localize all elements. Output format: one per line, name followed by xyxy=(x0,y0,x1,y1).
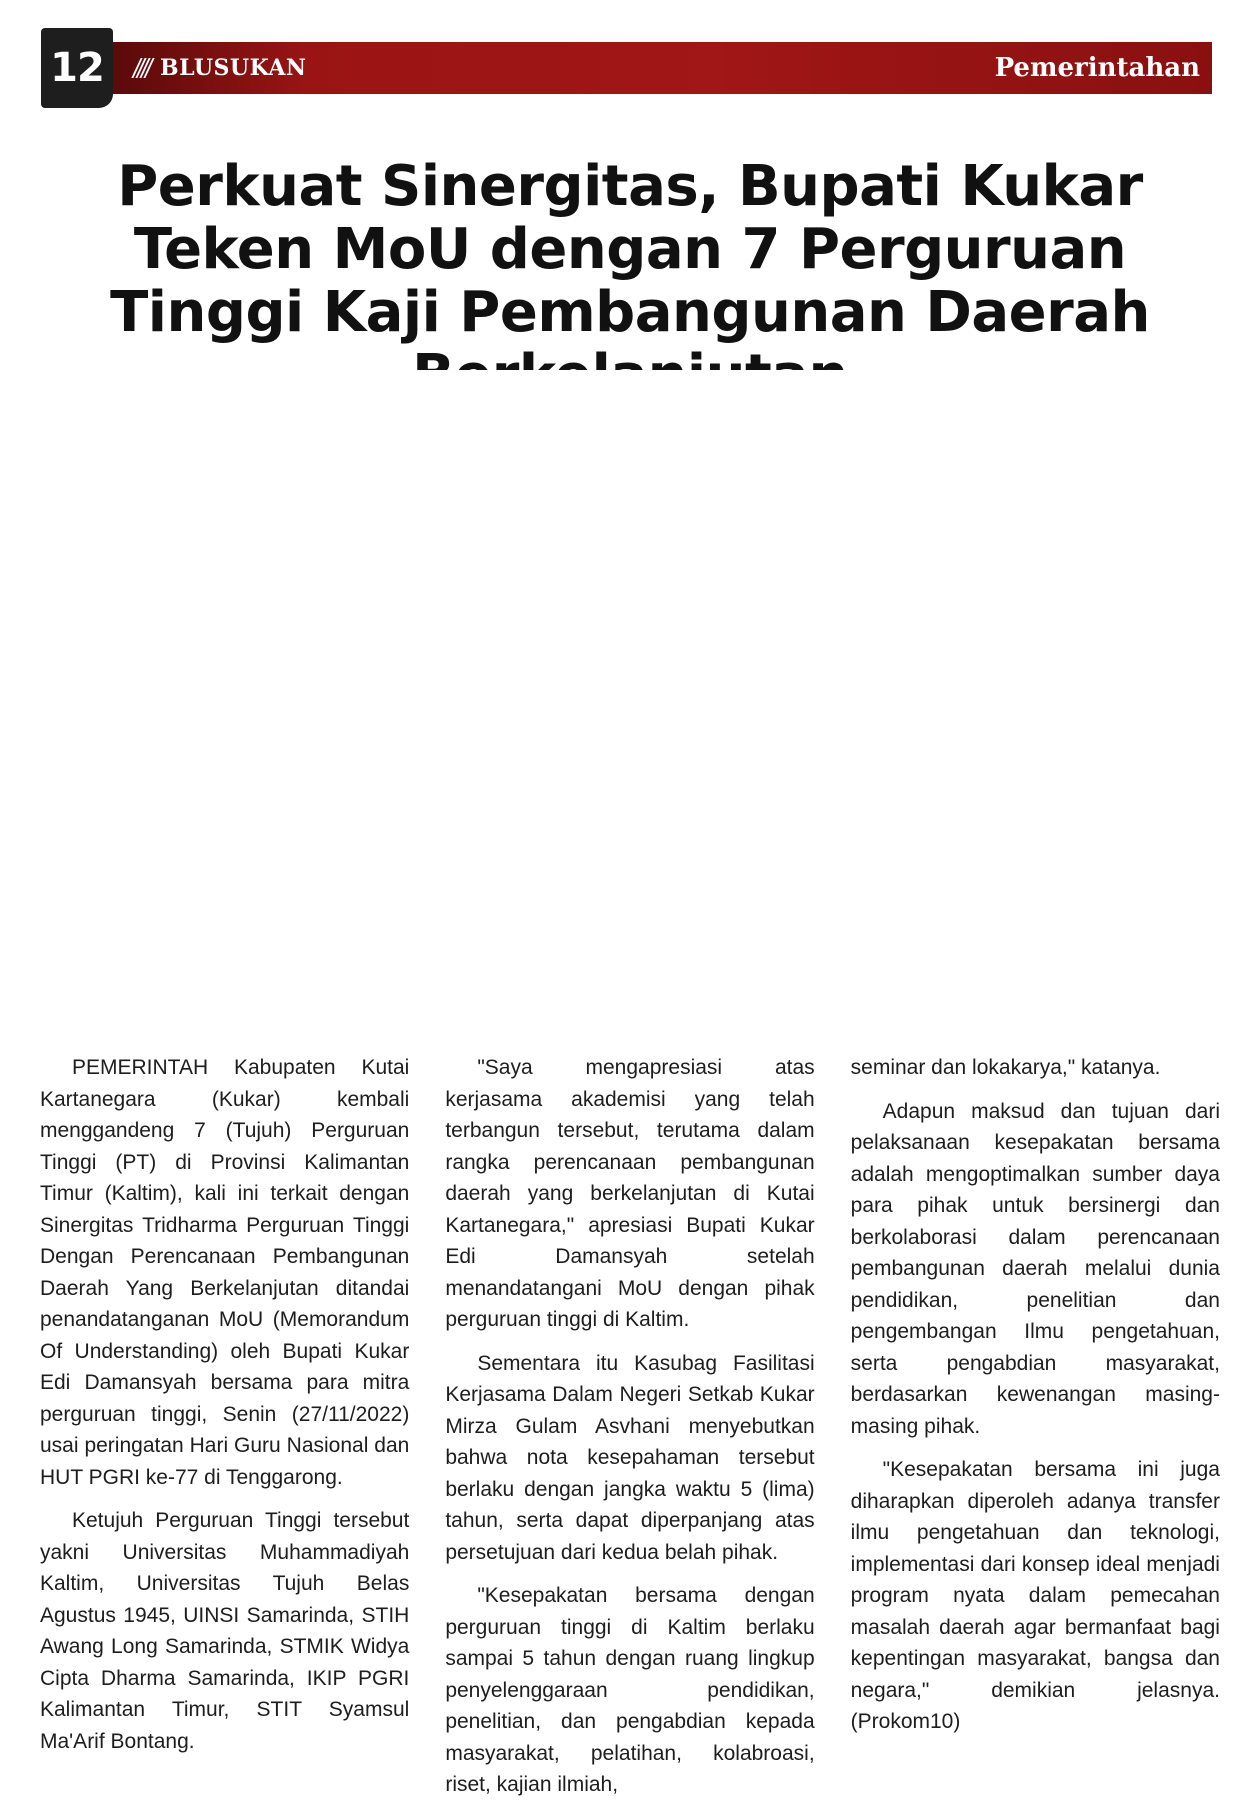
paragraph: "Kesepakatan bersama ini juga diharapkan diperoleh adanya transfer ilmu pengetahuan dan teknologi, implementasi dari konsep ideal menjadi program nyata dalam pemecahan masalah daerah agar bermanfaat bagi kepentingan masyarakat, bangsa dan negara," demikian jelasnya. (Prokom10) xyxy=(850,1458,1220,1733)
page-number: 12 xyxy=(41,28,113,108)
category-label: Pemerintahan xyxy=(994,53,1200,83)
paragraph: "Saya mengapresiasi atas kerjasama akademisi yang telah terbangun tersebut, terutama dalam rangka perencanaan pembangunan daerah yang berkelanjutan di Kutai Kartanegara," apresiasi Bupati Kukar Edi Damansyah setelah menandatangani MoU dengan pihak perguruan tinggi di Kaltim. xyxy=(445,1056,815,1331)
paragraph: Sementara itu Kasubag Fasilitasi Kerjasama Dalam Negeri Setkab Kukar Mirza Gulam Asvhani menyebutkan bahwa nota kesepahaman tersebut berlaku dengan jangka waktu 5 (lima) tahun, serta dapat diperpanjang atas persetujuan dari kedua belah pihak. xyxy=(445,1351,815,1564)
paragraph: PEMERINTAH Kabupaten Kutai Kartanegara (Kukar) kembali menggandeng 7 (Tujuh) Perguruan Tinggi (PT) di Provinsi Kalimantan Timur (Kaltim), kali ini terkait dengan Sinergitas Tridharma Perguruan Tinggi Dengan Perencanaan Pembangunan Daerah Yang Berkelanjutan ditandai penandatanganan MoU (Memorandum Of Understanding) oleh Bupati Kukar Edi Damansyah bersama para mitra perguruan tinggi, Senin (27/11/2022) usai peringatan Hari Guru Nasional dan HUT PGRI ke-77 di Tenggarong. xyxy=(40,1056,410,1489)
section-name: BLUSUKAN xyxy=(160,55,307,81)
paragraph: Ketujuh Perguruan Tinggi tersebut yakni Universitas Muhammadiyah Kaltim, Universitas Tujuh Belas Agustus 1945, UINSI Samarinda, STIH Awang Long Samarinda, STMIK Widya Cipta Dharma Samarinda, IKIP PGRI Kalimantan Timur, STIT Syamsul Ma'Arif Bontang. xyxy=(40,1509,410,1753)
headline: Perkuat Sinergitas, Bupati Kukar Teken MoU dengan 7 Perguruan Tinggi Kaji Pembangunan Daerah xyxy=(110,154,1150,345)
column-1 xyxy=(40,1052,409,1772)
column-3 xyxy=(851,1052,1220,1772)
paragraph: "Kesepakatan bersama dengan perguruan tinggi di Kaltim berlaku sampai 5 tahun dengan ruang lingkup penyelenggaraan pendidikan, penelitian, dan pengabdian kepada masyarakat, pelatihan, kolabroasi, riset, kajian ilmiah, xyxy=(445,1584,815,1796)
section-label xyxy=(136,42,307,94)
paragraph: Adapun maksud dan tujuan dari pelaksanaan kesepakatan bersama adalah mengoptimalkan sumber daya para pihak untuk bersinergi dan berkolaborasi dalam perencanaan pembangunan daerah melalui dunia pendidikan, penelitian dan pengembangan Ilmu pengetahuan, serta pengabdian masyarakat, berdasarkan kewenangan masing-masing pihak. xyxy=(850,1099,1220,1438)
column-2 xyxy=(445,1052,815,1796)
article-body xyxy=(40,1052,1220,1796)
photo-area xyxy=(40,370,1220,1020)
paragraph-continued: seminar dan lokakarya," katanya. xyxy=(850,1056,1161,1079)
